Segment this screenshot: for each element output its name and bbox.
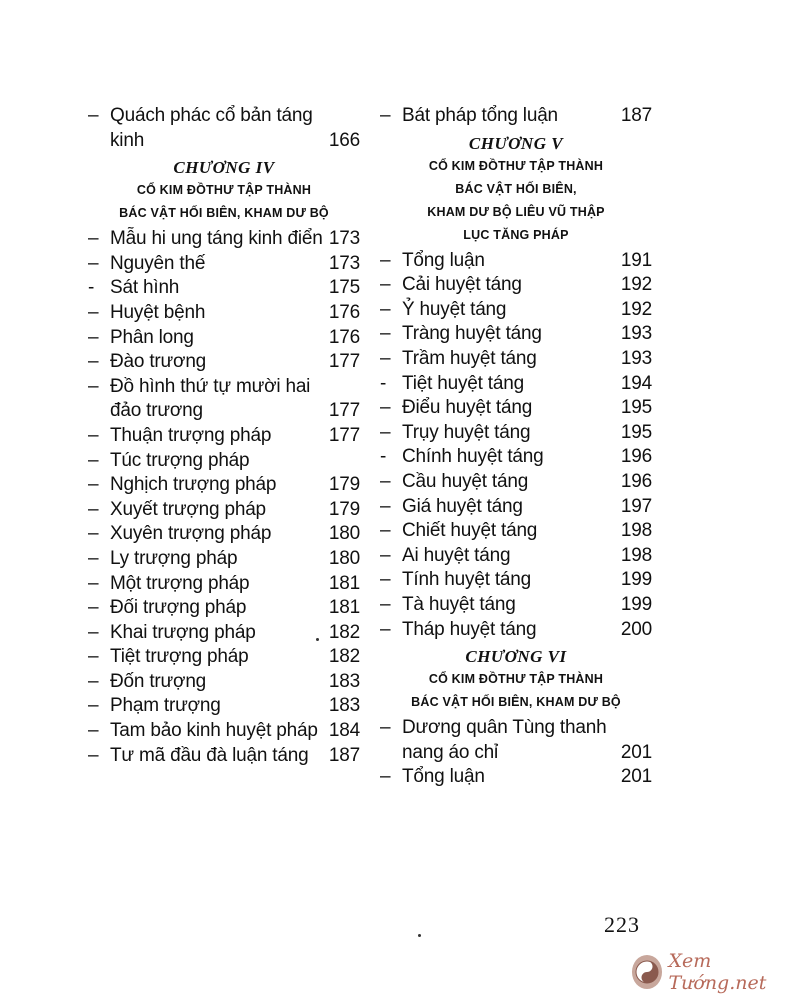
toc-entry (380, 544, 652, 569)
yin-yang-icon (632, 955, 662, 989)
entry-page-number: 196 (620, 446, 652, 468)
toc-entry (380, 104, 652, 129)
entry-title: Tiệt huyệt táng (402, 372, 524, 394)
watermark (632, 950, 800, 994)
entry-dash: – (88, 523, 99, 545)
chapter-subtitle (380, 668, 652, 714)
toc-list-right-top (380, 104, 652, 129)
entry-title: Sát hình (110, 277, 180, 299)
entry-title: Tư mã đầu đà luận táng (110, 744, 309, 766)
entry-title: Xuyết trượng pháp (110, 498, 266, 520)
chapter-heading: CHƯƠNG V (468, 133, 564, 153)
toc-entry (380, 593, 652, 618)
entry-dash: – (380, 323, 391, 345)
entry-title: Chiết huyệt táng (402, 520, 538, 542)
toc-entry (88, 301, 360, 326)
entry-page-number: 198 (620, 520, 652, 542)
toc-entry (88, 670, 360, 695)
entry-title: Tính huyệt táng (402, 569, 532, 591)
entry-dash: – (88, 326, 99, 348)
entry-dash: - (380, 372, 387, 394)
toc-entry (380, 495, 652, 520)
chapter-subtitle-line: BÁC VẬT HỐI BIÊN, KHAM DƯ BỘ (119, 206, 329, 221)
entry-title: Khai trượng pháp (110, 621, 256, 643)
toc-list-chapter-vi (380, 716, 652, 790)
entry-dash: – (88, 351, 99, 373)
entry-title: Phạm trượng (110, 695, 221, 717)
entry-page-number: 181 (328, 572, 360, 594)
chapter-subtitle-line: LỤC TĂNG PHÁP (463, 227, 569, 242)
stray-mark (316, 638, 319, 641)
entry-page-number: 175 (328, 277, 360, 299)
entry-dash: – (380, 249, 391, 271)
entry-page-number: 187 (328, 744, 360, 766)
entry-dash: – (88, 449, 99, 471)
chapter-heading: CHƯƠNG IV (173, 158, 275, 178)
toc-entry (380, 249, 652, 274)
entry-dash: – (380, 593, 391, 615)
toc-entry (88, 572, 360, 597)
chapter-subtitle-line: CỔ KIM ĐỒTHƯ TẬP THÀNH (428, 672, 604, 687)
entry-dash: – (88, 646, 99, 668)
toc-left-column (88, 104, 360, 768)
entry-title: Chính huyệt táng (402, 446, 544, 468)
toc-entry (88, 104, 360, 153)
entry-dash: – (380, 495, 391, 517)
entry-dash: – (380, 544, 391, 566)
toc-entry (380, 765, 652, 790)
entry-page-number: 195 (620, 421, 652, 443)
entry-title: Thuận trượng pháp (110, 424, 272, 446)
entry-dash: – (380, 298, 391, 320)
toc-entry (88, 596, 360, 621)
chapter-subtitle-line: KHAM DƯ BỘ LIÊU VŨ THẬP (427, 204, 605, 219)
entry-page-number: 181 (328, 597, 360, 619)
entry-page-number: 192 (620, 274, 652, 296)
entry-title: Quách phác cổ bản táng kinh (110, 105, 313, 151)
toc-entry (88, 350, 360, 375)
toc-entry (88, 645, 360, 670)
chapter-vi (380, 646, 652, 714)
toc-entry (380, 618, 652, 643)
entry-page-number: 199 (620, 593, 652, 615)
page-number: 223 (604, 912, 640, 937)
entry-dash: – (380, 397, 391, 419)
entry-page-number: 180 (328, 523, 360, 545)
entry-dash: – (380, 421, 391, 443)
entry-dash: – (380, 470, 391, 492)
entry-page-number: 200 (620, 618, 652, 640)
toc-entry (88, 621, 360, 646)
entry-page-number: 180 (328, 547, 360, 569)
entry-title: Ỷ huyệt táng (402, 298, 507, 320)
toc-entry (380, 445, 652, 470)
entry-page-number: 173 (328, 252, 360, 274)
toc-entry (88, 522, 360, 547)
entry-title: Dương quân Tùng thanh nang áo chỉ (402, 717, 607, 763)
entry-title: Mẫu hi ung táng kinh điển (110, 228, 323, 250)
entry-title: Đào trương (110, 351, 207, 373)
entry-dash: – (88, 597, 99, 619)
toc-entry (88, 547, 360, 572)
entry-dash: – (380, 717, 391, 739)
entry-title: Cầu huyệt táng (402, 470, 529, 492)
entry-dash: – (88, 301, 99, 323)
toc-list-left-top (88, 104, 360, 153)
entry-title: Điểu huyệt táng (402, 397, 533, 419)
toc-entry (88, 227, 360, 252)
chapter-subtitle (380, 155, 652, 247)
entry-title: Bát pháp tổng luận (402, 105, 558, 126)
entry-dash: – (88, 474, 99, 496)
entry-dash: – (88, 252, 99, 274)
entry-dash: – (88, 228, 99, 250)
toc-entry (380, 716, 652, 765)
entry-page-number: 182 (328, 621, 360, 643)
toc-entry (88, 719, 360, 744)
toc-entry (380, 298, 652, 323)
entry-page-number: 201 (620, 766, 652, 788)
entry-dash: – (88, 744, 99, 766)
entry-page-number: 166 (328, 129, 360, 151)
toc-entry (380, 568, 652, 593)
toc-entry (380, 322, 652, 347)
toc-entry (88, 424, 360, 449)
chapter-subtitle-line: BÁC VẬT HỐI BIÊN, KHAM DƯ BỘ (411, 695, 621, 710)
entry-title: Nghịch trượng pháp (110, 474, 277, 496)
entry-page-number: 187 (620, 105, 652, 126)
entry-dash: – (88, 695, 99, 717)
entry-title: Trầm huyệt táng (402, 347, 537, 369)
entry-page-number: 195 (620, 397, 652, 419)
chapter-subtitle-line: CỔ KIM ĐỒTHƯ TẬP THÀNH (136, 183, 312, 198)
watermark-text: Xem Tướng.net (668, 950, 767, 994)
entry-title: Ly trượng pháp (110, 547, 238, 569)
entry-dash: – (380, 520, 391, 542)
entry-page-number: 193 (620, 347, 652, 369)
entry-page-number: 193 (620, 323, 652, 345)
entry-title: Đồ hình thứ tự mười hai đảo trương (110, 375, 311, 422)
entry-title: Một trượng pháp (110, 572, 250, 594)
entry-title: Tiệt trượng pháp (110, 646, 249, 668)
entry-dash: – (380, 105, 391, 126)
entry-page-number: 176 (328, 326, 360, 348)
entry-page-number: 182 (328, 646, 360, 668)
entry-dash: – (380, 347, 391, 369)
entry-title: Túc trượng pháp (110, 449, 250, 471)
entry-title: Tà huyệt táng (402, 593, 516, 615)
entry-page-number: 177 (328, 424, 360, 446)
chapter-iv (88, 157, 360, 225)
entry-title: Phân long (110, 326, 194, 348)
entry-title: Tràng huyệt táng (402, 323, 542, 345)
toc-entry (88, 276, 360, 301)
entry-dash: – (88, 572, 99, 594)
toc-entry (380, 347, 652, 372)
entry-dash: – (88, 670, 99, 692)
entry-title: Cải huyệt táng (402, 274, 522, 296)
entry-page-number: 194 (620, 372, 652, 394)
chapter-heading: CHƯƠNG VI (465, 647, 567, 667)
toc-entry (88, 326, 360, 351)
entry-page-number: 183 (328, 670, 360, 692)
entry-page-number: 176 (328, 301, 360, 323)
entry-dash: – (88, 424, 99, 446)
entry-dash: – (88, 720, 99, 742)
entry-dash: – (380, 766, 391, 788)
entry-page-number: 199 (620, 569, 652, 591)
entry-title: Tổng luận (402, 766, 485, 788)
toc-list-chapter-v (380, 249, 652, 643)
toc-entry (380, 519, 652, 544)
entry-title: Tổng luận (402, 249, 485, 271)
entry-dash: – (380, 618, 391, 640)
entry-dash: – (88, 547, 99, 569)
toc-right-column (380, 104, 652, 790)
entry-page-number: 201 (620, 741, 652, 763)
entry-page-number: 183 (328, 695, 360, 717)
entry-page-number: 197 (620, 495, 652, 517)
entry-dash: – (380, 569, 391, 591)
toc-entry (380, 421, 652, 446)
entry-dash: - (88, 277, 95, 299)
entry-title: Trụy huyệt táng (402, 421, 531, 443)
entry-dash: – (88, 375, 99, 397)
toc-entry (88, 449, 360, 474)
entry-title: Đốn trượng (110, 670, 207, 692)
toc-entry (380, 396, 652, 421)
chapter-v (380, 133, 652, 247)
entry-title: Tháp huyệt táng (402, 618, 537, 640)
entry-page-number: 192 (620, 298, 652, 320)
entry-dash: – (88, 498, 99, 520)
toc-entry (380, 470, 652, 495)
stray-mark (418, 934, 421, 937)
toc-entry (88, 744, 360, 769)
chapter-subtitle (88, 179, 360, 225)
entry-dash: - (380, 446, 387, 468)
entry-title: Đối trượng pháp (110, 597, 247, 619)
toc-entry (88, 473, 360, 498)
entry-title: Giá huyệt táng (402, 495, 523, 517)
entry-title: Ai huyệt táng (402, 544, 511, 566)
entry-page-number: 184 (328, 720, 360, 742)
entry-title: Xuyên trượng pháp (110, 523, 272, 545)
toc-entry (88, 694, 360, 719)
entry-dash: – (88, 105, 99, 126)
toc-entry (88, 252, 360, 277)
toc-list-chapter-iv (88, 227, 360, 768)
entry-page-number: 173 (328, 228, 360, 250)
toc-entry (380, 372, 652, 397)
entry-page-number: 198 (620, 544, 652, 566)
toc-entry (88, 498, 360, 523)
entry-page-number: 196 (620, 470, 652, 492)
entry-title: Nguyên thế (110, 252, 206, 274)
entry-dash: – (88, 621, 99, 643)
chapter-subtitle-line: CỔ KIM ĐỒTHƯ TẬP THÀNH (428, 158, 604, 173)
toc-entry (380, 273, 652, 298)
toc-entry (88, 375, 360, 424)
entry-page-number: 177 (328, 400, 360, 422)
entry-page-number: 191 (620, 249, 652, 271)
entry-title: Huyệt bệnh (110, 301, 206, 323)
chapter-subtitle-line: BÁC VẬT HỐI BIÊN, (455, 181, 577, 196)
entry-page-number: 179 (328, 498, 360, 520)
entry-title: Tam bảo kinh huyệt pháp (110, 720, 318, 742)
entry-page-number: 177 (328, 351, 360, 373)
entry-dash: – (380, 274, 391, 296)
entry-page-number: 179 (328, 474, 360, 496)
